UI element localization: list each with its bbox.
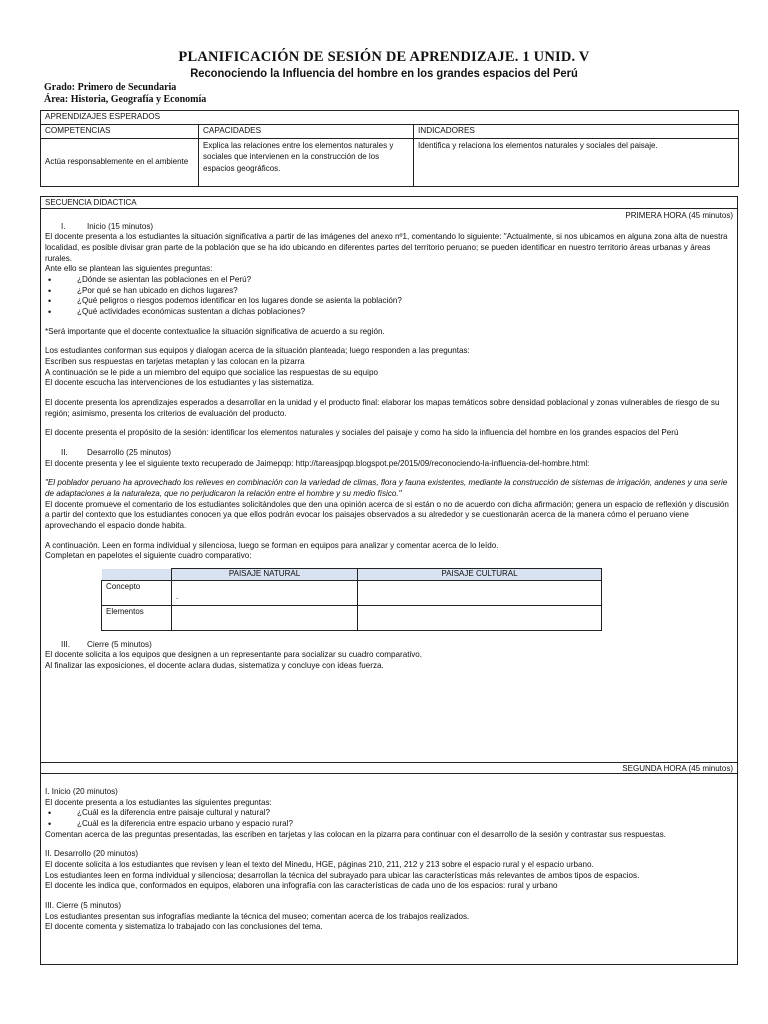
desarrollo-heading <box>45 448 733 459</box>
s2-desarrollo-line: Los estudiantes leen en forma individual y silenciosa; desarrollan la técnica del subrayado para ubicar las características más relevantes de ambos tipos de espacios. <box>45 870 640 880</box>
s2-cierre-line: Los estudiantes presentan sus infografías mediante la técnica del museo; comentan acerca de los trabajos realizados. <box>45 911 470 921</box>
cita-text: "El poblador peruano ha aprovechado los relieves en combinación con la variedad de climas, flora y fauna existentes, mediante la construcción de sistemas de irrigación, andenes y una serie de adaptaciones a la naturaleza, que no perjudicaron la relación entre el hombre y su medio físico." <box>45 478 728 498</box>
cuadro-cell <box>358 605 602 630</box>
equipos-line: A continuación se le pide a un miembro del equipo que socialice las respuestas de su equipo <box>45 367 378 377</box>
list-item: • ¿Qué peligros o riesgos podemos identificar en los lugares donde se asienta la población? <box>45 296 733 307</box>
list-item: • ¿Dónde se asientan las poblaciones en el Perú? <box>45 275 733 286</box>
segunda-hora-label: SEGUNDA HORA (45 minutos) <box>41 762 737 774</box>
proposito-paragraph: El docente presenta el propósito de la sesión: identificar los elementos naturales y sociales del paisaje y como ha sido la influencia del hombre en los grandes espacios del Perú <box>45 428 679 438</box>
equipos-line: Escriben sus respuestas en tarjetas metaplan y las colocan en la pizarra <box>45 356 305 366</box>
cuadro-mark: . <box>176 591 179 601</box>
inicio-paragraph: El docente presenta a los estudiantes la situación significativa a partir de las imágenes del anexo nº1, comentando lo siguiente: "Actualmente, si nos ubicamos en alguna zona alta de nuestra localidad, es posible divisar gran parte de la población que se ha ido ubicando en diferentes partes del territorio peruano; se pueden identificar en nuestro territorio áreas urbanas y áreas rurales. <box>45 232 728 263</box>
s2-inicio-paragraph: El docente presenta a los estudiantes las siguientes preguntas: <box>45 797 272 807</box>
preguntas-list <box>45 275 733 318</box>
list-item: • ¿Por qué se han ubicado en dichos lugares? <box>45 286 733 297</box>
col-competencias: COMPETENCIAS <box>41 124 199 138</box>
nota-text: *Será importante que el docente contextualice la situación significativa de acuerdo a su región. <box>45 326 385 336</box>
col-capacidades: CAPACIDADES <box>199 124 414 138</box>
s2-inicio-paragraph: Comentan acerca de las preguntas presentadas, las escriben en tarjetas y las colocan en la pizarra para continuar con el desarrollo de la sesión y contrastar sus respuestas. <box>45 829 666 839</box>
cuadro-cell <box>358 580 602 605</box>
desarrollo-paragraph: A continuación. Leen en forma individual y silenciosa, luego se forman en equipos para analizar y comentar acerca de lo leído. <box>45 540 499 550</box>
cuadro-row-concepto: Concepto <box>102 580 172 605</box>
s2-desarrollo-line: El docente les indica que, conformados en equipos, elaboren una infografía con las características de cada uno de los espacios: rural y urbano <box>45 881 558 891</box>
capacidad-cell: Explica las relaciones entre los elementos naturales y sociales que intervienen en la construcción de los espacios geográficos. <box>199 138 414 186</box>
indicador-cell: Identifica y relaciona los elementos naturales y sociales del paisaje. <box>414 138 739 186</box>
s2-inicio-title: I. Inicio (20 minutos) <box>45 787 118 796</box>
cierre-title: Cierre (5 minutos) <box>87 639 152 649</box>
cuadro-row-elementos: Elementos <box>102 605 172 630</box>
cierre-paragraph: Al finalizar las exposiciones, el docente aclara dudas, sistematiza y concluye con ideas fuerza. <box>45 660 384 670</box>
list-item: • ¿Qué actividades económicas sustentan a dichas poblaciones? <box>45 307 733 318</box>
document-subtitle: Reconociendo la Influencia del hombre en los grandes espacios del Perú <box>190 66 578 80</box>
cierre-heading <box>45 640 733 651</box>
equipos-line: Los estudiantes conforman sus equipos y dialogan acerca de la situación planteada; luego responden a las preguntas: <box>45 346 470 356</box>
cierre-paragraph: El docente solicita a los equipos que designen a un representante para socializar su cuadro comparativo. <box>45 650 423 660</box>
secuencia-box <box>40 196 738 965</box>
s2-desarrollo-title: II. Desarrollo (20 minutos) <box>45 849 139 859</box>
preguntas-intro: Ante ello se plantean las siguientes preguntas: <box>45 264 213 274</box>
s2-cierre-line: El docente comenta y sistematiza lo trabajado con las conclusiones del tema. <box>45 922 323 932</box>
competencia-cell: Actúa responsablemente en el ambiente <box>41 138 199 186</box>
inicio-number: I. <box>61 221 66 231</box>
desarrollo-paragraph: Completan en papelotes el siguiente cuadro comparativo: <box>45 551 252 561</box>
document-title: PLANIFICACIÓN DE SESIÓN DE APRENDIZAJE. 1 UNID. V <box>178 49 590 65</box>
inicio-title: Inicio (15 minutos) <box>87 221 154 231</box>
list-item: • ¿Cuál es la diferencia entre paisaje cultural y natural? <box>45 808 733 819</box>
cuadro-cell <box>172 580 358 605</box>
cuadro-col-natural: PAISAJE NATURAL <box>172 569 358 581</box>
desarrollo-paragraph: El docente presenta y lee el siguiente texto recuperado de Jaimepqp: http://tareasjpqp.blogspot.pe/2015/09/reconociendo-la-influencia-del-hombre.html: <box>45 458 590 468</box>
aprendizajes-title: APRENDIZAJES ESPERADOS <box>41 111 739 125</box>
s2-cierre-title: III. Cierre (5 minutos) <box>45 901 122 911</box>
grado-label: Grado: Primero de Secundaria <box>44 82 177 93</box>
inicio-section <box>41 222 737 448</box>
cuadro-corner <box>102 569 172 581</box>
cierre-number: III. <box>61 639 70 649</box>
equipos-line: El docente escucha las intervenciones de los estudiantes y las sistematiza. <box>45 378 315 388</box>
cuadro-comparativo <box>101 568 602 631</box>
desarrollo-paragraph: El docente promueve el comentario de los estudiantes solicitándoles que den una opinión acerca de si están o no de acuerdo con dicha afirmación; genera un espacio de reflexión y discusión a partir del contexto que los estudiantes conocen ya que ellos podrán evocar los paisajes observados a su alrededor y se cuestionarán acerca de la manera cómo el peruano viene aprovechando el espacio donde habita. <box>45 499 729 530</box>
list-item: • ¿Cuál es la diferencia entre espacio urbano y espacio rural? <box>45 819 733 830</box>
col-indicadores: INDICADORES <box>414 124 739 138</box>
s2-desarrollo-line: El docente solicita a los estudiantes que revisen y lean el texto del Minedu, HGE, páginas 210, 211, 212 y 213 sobre el espacio rural y el espacio urbano. <box>45 860 594 870</box>
aprendizajes-table <box>40 110 739 187</box>
segunda-hora-section <box>41 787 737 933</box>
cuadro-col-cultural: PAISAJE CULTURAL <box>358 569 602 581</box>
s2-preguntas-list <box>45 808 733 829</box>
desarrollo-section <box>41 448 737 640</box>
inicio-heading <box>45 222 733 233</box>
cierre-section <box>41 640 737 672</box>
aprendizajes-paragraph: El docente presenta los aprendizajes esperados a desarrollar en la unidad y el producto final: elaborar los mapas temáticos sobre densidad poblacional y zonas vulnerables de riesgo de su región; asimismo, presenta los criterios de evaluación del producto. <box>45 397 720 418</box>
desarrollo-title: Desarrollo (25 minutos) <box>87 447 172 457</box>
primera-hora-label: PRIMERA HORA (45 minutos) <box>625 211 733 220</box>
area-label: Área: Historia, Geografía y Economía <box>44 94 207 105</box>
secuencia-title: SECUENCIA DIDACTICA <box>41 197 737 209</box>
desarrollo-number: II. <box>61 447 68 457</box>
cuadro-cell <box>172 605 358 630</box>
